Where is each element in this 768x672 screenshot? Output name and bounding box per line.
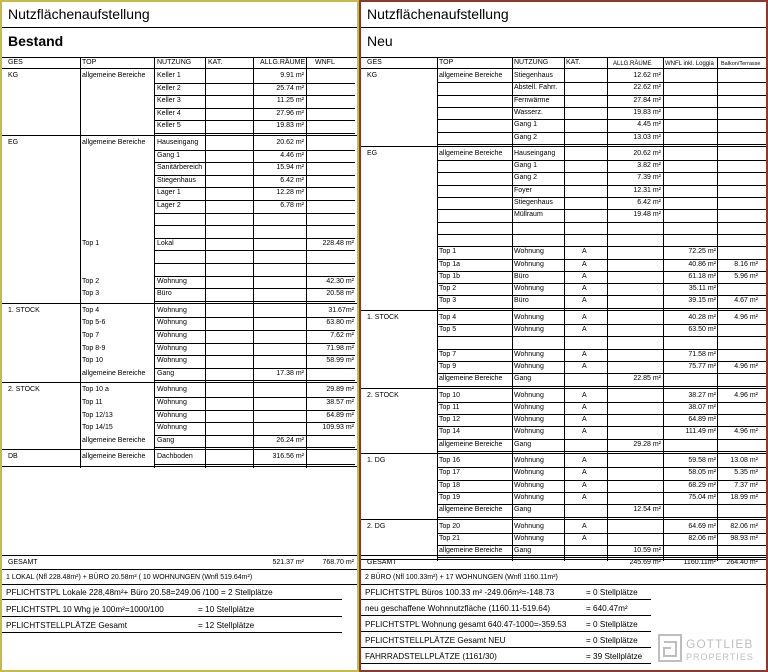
top-cell: Top 7 [439,350,457,358]
wnfl-cell: 38.57 m² [326,399,354,406]
footer-value: = 12 Stellplätze [198,621,255,630]
ges-label: DB [8,453,18,461]
nutzung-cell: Wohnung [157,411,187,419]
nutzung-cell: Büro [157,290,172,298]
section-line [2,466,357,467]
wnfl-cell: 31.67m² [328,306,354,314]
nutzung-cell: Wohnung [514,326,544,333]
nutzung-cell: Wohnung [514,313,544,321]
nutzung-cell: Wohnung [514,260,544,268]
wnfl-cell: 64.69 m² [688,522,716,530]
left-subtitle: Bestand [8,33,64,49]
nutzung-cell: Wohnung [157,399,187,406]
top-cell: Top 21 [439,534,461,542]
column-line [717,57,718,561]
balkon-cell: 5.96 m² [734,272,758,280]
nutzung-cell: Gang [514,506,532,514]
wnfl-cell: 64.89 m² [688,416,716,424]
nutzung-cell: Gang [514,375,532,383]
left-header-top: TOP [82,59,97,66]
footer-value: = 39 Stellplätze [586,652,643,661]
column-line [564,57,565,561]
top-cell: Top 4 [82,306,100,314]
summary-line: 2 BÜRO (Nfl 100.33m²) + 17 WOHNUNGEN (Wnfl 1160.11m²) [365,574,558,581]
ges-label: KG [8,72,19,79]
top-cell: Top 19 [439,493,461,501]
nutzung-cell: Wohnung [514,457,544,464]
kat-cell: A [582,326,587,333]
allg-cell: 12.54 m² [633,506,661,514]
top-cell: allgemeine Bereiche [82,369,146,377]
footer-label: PFLICHTSTELLPLÄTZE Gesamt NEU [365,636,506,645]
balkon-cell: 5.35 m² [734,469,758,477]
summary-line: 1 LOKAL (Nfl 228.48m²) + BÜRO 20.58m² ( 10 WOHNUNGEN (Wnfl 519.64m²) [6,574,253,581]
allg-cell: 27.96 m² [276,109,304,117]
footer-label: PFLICHTSTELLPLÄTZE Gesamt [6,621,128,630]
kat-cell: A [582,493,587,501]
row-line [155,380,355,381]
ges-label: 2. STOCK [8,386,40,394]
ges-label: EG [8,139,19,146]
wnfl-cell: 59.58 m² [688,457,716,464]
allg-cell: 10.59 m² [633,547,661,555]
allg-cell: 6.42 m² [637,199,661,206]
column-line [663,57,664,561]
gesamt-allg: 521.37 m² [272,559,304,566]
footer-value: = 10 Stellplätze [198,604,255,614]
gesamt-line-top [2,555,357,556]
nutzung-cell: Wohnung [514,248,544,256]
nutzung-cell: Keller 4 [157,109,181,117]
top-cell: allgemeine Bereiche [439,375,503,383]
nutzung-cell: Wohnung [157,332,187,339]
nutzung-cell: Wohnung [514,285,544,293]
top-cell: allgemeine Bereiche [82,139,146,146]
allg-cell: 20.62 m² [633,149,661,157]
allg-cell: 19.83 m² [633,108,661,116]
balkon-cell: 7.37 m² [734,481,758,489]
nutzung-cell: Wohnung [157,357,187,365]
nutzung-cell: Keller 1 [157,72,181,79]
kat-cell: A [582,248,587,256]
top-cell: Top 10 [82,357,104,365]
neu-panel [359,0,768,672]
top-cell: allgemeine Bereiche [82,72,146,79]
footer-label: neu geschaffene Wohnnutzfläche (1160.11-519.64) [365,604,551,613]
nutzung-cell: Gang [514,440,532,448]
right-header-balkon: Balkon/Terrasse [721,61,761,67]
row-line [155,464,355,465]
balkon-cell: 4.96 m² [734,391,758,399]
footer-label: PFLICHTSTPL Lokale 228,48m²+ Büro 20.58=249.06 /100 = 2 Stellplätze [6,588,273,597]
nutzung-cell: Gang 1 [514,121,537,129]
gesamt-allg: 245.69 m² [629,559,661,566]
wnfl-cell: 75.77 m² [688,362,716,370]
footer-value: = 0 Stellplätze [586,588,638,597]
bestand-panel [0,0,359,672]
footer-value: = 0 Stellplätze [586,620,638,629]
footer-line [2,599,342,600]
kat-cell: A [582,428,587,436]
top-cell: Top 5 [439,326,457,333]
allg-cell: 4.46 m² [280,151,304,159]
allg-cell: 22.62 m² [633,84,661,92]
row-line [155,133,355,134]
allg-cell: 25.74 m² [276,84,304,92]
nutzung-cell: Stiegenhaus [514,72,553,79]
allg-cell: 9.91 m² [280,72,304,79]
left-header-wnfl: WNFL [315,59,335,66]
wnfl-cell: 35.11 m² [688,285,716,293]
top-cell: Top 9 [439,362,457,370]
wnfl-cell: 40.86 m² [688,260,716,268]
ges-label: 1. STOCK [8,306,40,314]
nutzung-cell: Foyer [514,186,532,194]
gesamt-line-bottom [361,569,766,570]
left-header-kat: KAT. [208,59,223,66]
top-cell: allgemeine Bereiche [439,149,503,157]
gesamt-wnfl: 768.70 m² [322,559,354,566]
allg-cell: 27.84 m² [633,96,661,104]
top-cell: allgemeine Bereiche [439,72,503,79]
footer-value: = 640.47m² [586,604,628,613]
footer-line [2,616,342,617]
wnfl-cell: 38.07 m² [688,403,716,411]
kat-cell: A [582,457,587,464]
nutzung-cell: Wohnung [514,469,544,477]
nutzung-cell: Büro [514,297,529,305]
top-cell: allgemeine Bereiche [439,506,503,514]
top-cell: Top 2 [82,277,100,285]
nutzung-cell: Gang 2 [514,174,537,182]
top-cell: Top 20 [439,522,461,530]
balkon-cell: 8.16 m² [734,260,758,268]
right-subtitle: Neu [367,33,393,49]
wnfl-cell: 61.18 m² [688,272,716,280]
allg-cell: 7.39 m² [637,174,661,182]
wnfl-cell: 63.80 m² [326,319,354,327]
top-cell: Top 17 [439,469,461,477]
allg-cell: 19.48 m² [633,211,661,219]
allg-cell: 17.38 m² [276,369,304,377]
kat-cell: A [582,481,587,489]
allg-cell: 6.42 m² [280,176,304,184]
nutzung-cell: Lokal [157,239,174,247]
nutzung-cell: Wohnung [157,319,187,327]
kat-cell: A [582,403,587,411]
logo-name: GOTTLIEB [686,637,754,651]
allg-cell: 6.78 m² [280,202,304,209]
row-line [155,301,355,302]
nutzung-cell: Gang 1 [514,162,537,170]
wnfl-cell: 82.06 m² [688,534,716,542]
nutzung-cell: Müllraum [514,211,543,219]
nutzung-cell: Wasserz. [514,108,543,116]
gesamt-line-top [361,555,766,556]
right-header-kat: KAT. [566,59,581,66]
kat-cell: A [582,362,587,370]
row-line [155,225,355,226]
balkon-cell: 98.93 m² [730,534,758,542]
allg-cell: 15.94 m² [276,164,304,172]
wnfl-cell: 72.25 m² [688,248,716,256]
top-cell: Top 7 [82,332,100,339]
column-line [154,57,155,468]
nutzung-cell: Wohnung [514,522,544,530]
top-cell: allgemeine Bereiche [439,440,503,448]
nutzung-cell: Gang [514,547,532,555]
wnfl-cell: 58.99 m² [326,357,354,365]
ges-label: EG [367,149,378,157]
ges-label: 2. STOCK [367,391,399,399]
ges-label: 1. DG [367,457,386,464]
wnfl-cell: 7.62 m² [330,332,354,339]
top-cell: Top 11 [439,403,460,411]
top-cell: Top 1 [439,248,457,256]
right-header-allg: ALLG.RÄUME [613,61,652,67]
wnfl-cell: 29.89 m² [326,386,354,394]
nutzung-cell: Wohnung [514,481,544,489]
nutzung-cell: Keller 5 [157,122,181,130]
kat-cell: A [582,469,587,477]
gesamt-line-bottom [2,569,357,570]
nutzung-cell: Gang 2 [514,133,537,141]
nutzung-cell: Sanitärbereich [157,164,203,172]
left-title: Nutzflächenaufstellung [8,6,150,22]
nutzung-cell: Wohnung [157,424,187,432]
top-cell: Top 18 [439,481,461,489]
wnfl-cell: 71.58 m² [688,350,716,358]
wnfl-cell: 20.58 m² [326,290,354,298]
top-cell: Top 12/13 [82,411,113,419]
nutzung-cell: Hauseingang [514,149,556,157]
wnfl-cell: 42.30 m² [326,277,354,285]
wnfl-cell: 111.49 m² [685,428,716,436]
balkon-cell: 18.99 m² [730,493,758,501]
kat-cell: A [582,297,587,305]
nutzung-cell: Keller 2 [157,84,181,92]
footer-line [361,631,651,632]
nutzung-cell: Wohnung [514,350,544,358]
nutzung-cell: Wohnung [514,428,544,436]
kat-cell: A [582,350,587,358]
top-cell: Top 4 [439,313,457,321]
footer-label: PFLICHTSTPL Wohnung gesamt 640.47-1000=-359.53 [365,620,567,629]
row-line [155,213,355,214]
column-line [437,57,438,561]
allg-cell: 20.62 m² [276,139,304,146]
top-cell: Top 1a [439,260,461,268]
footer-label: FAHRRADSTELLPLÄTZE (1161/30) [365,652,497,661]
gesamt-balkon: 264.40 m² [726,559,758,566]
gottlieb-logo [658,630,766,666]
footer-line [361,599,651,600]
nutzung-cell: Wohnung [514,391,544,399]
allg-cell: 316.56 m² [272,453,304,461]
logo-sub: PROPERTIES [686,652,754,662]
wnfl-cell: 39.15 m² [688,297,716,305]
nutzung-cell: Gang [157,436,175,444]
nutzung-cell: Wohnung [514,416,544,424]
nutzung-cell: Wohnung [157,344,187,352]
top-cell: allgemeine Bereiche [439,547,503,555]
right-header-nutzung: NUTZUNG [514,59,549,66]
column-line [80,57,81,468]
nutzung-cell: Wohnung [514,534,544,542]
ges-label: 2. DG [367,522,386,530]
nutzung-cell: Lager 1 [157,189,181,197]
section-line [2,135,357,136]
top-cell: Top 3 [82,290,100,298]
nutzung-cell: Wohnung [514,493,544,501]
nutzung-cell: Büro [514,272,529,280]
nutzung-cell: Stiegenhaus [514,199,553,206]
top-cell: Top 14/15 [82,424,113,432]
wnfl-cell: 63.50 m² [688,326,716,333]
allg-cell: 13.03 m² [633,133,661,141]
top-cell: Top 10 a [82,386,109,394]
ges-label: 1. STOCK [367,313,399,321]
allg-cell: 11.25 m² [276,97,304,105]
kat-cell: A [582,313,587,321]
allg-cell: 4.45 m² [637,121,661,129]
section-line [2,449,357,450]
right-header-wnfl: WNFL inkl. Loggia [665,61,714,67]
top-cell: Top 11 [82,399,103,406]
allg-cell: 26.24 m² [276,436,304,444]
top-cell: Top 1b [439,272,461,280]
footer-value: = 0 Stellplätze [586,636,638,645]
column-line [306,57,307,468]
footer-label: PFLICHTSTPL Büros 100.33 m² -249.06m²=-148.73 [365,588,555,597]
nutzung-cell: Wohnung [157,386,187,394]
kat-cell: A [582,522,587,530]
balkon-cell: 82.06 m² [730,522,758,530]
right-header-ges: GES [367,59,382,66]
top-cell: Top 16 [439,457,461,464]
kat-cell: A [582,534,587,542]
nutzung-cell: Gang [157,369,175,377]
kat-cell: A [582,391,587,399]
wnfl-cell: 71.98 m² [326,344,354,352]
nutzung-cell: Stiegenhaus [157,176,196,184]
nutzung-cell: Wohnung [157,306,187,314]
row-line [155,447,355,448]
column-line [205,57,206,468]
footer-line [361,615,651,616]
right-title: Nutzflächenaufstellung [367,6,509,22]
summary-line-bottom [361,584,766,585]
column-line [512,57,513,561]
nutzung-cell: Gang 1 [157,151,180,159]
summary-line-bottom [2,584,357,585]
allg-cell: 29.28 m² [633,440,661,448]
kat-cell: A [582,260,587,268]
top-cell: Top 14 [439,428,461,436]
allg-cell: 12.62 m² [633,72,661,79]
top-cell: Top 5-6 [82,319,106,327]
allg-cell: 3.82 m² [637,162,661,170]
nutzung-cell: Wohnung [514,403,544,411]
balkon-cell: 4.96 m² [734,428,758,436]
nutzung-cell: Wohnung [514,362,544,370]
left-header-allg: ALLG.RÄUME [260,59,306,66]
footer-label: PFLICHTSTPL 10 Whg je 100m²=1000/100 [6,604,164,614]
nutzung-cell: Hauseingang [157,139,199,146]
ges-label: KG [367,72,378,79]
allg-cell: 19.83 m² [276,122,304,130]
wnfl-cell: 58.05 m² [688,469,716,477]
column-line [607,57,608,561]
nutzung-cell: Wohnung [157,277,187,285]
allg-cell: 22.85 m² [633,375,661,383]
footer-line [361,647,651,648]
kat-cell: A [582,416,587,424]
nutzung-cell: Abstell. Fahrr. [514,84,558,92]
kat-cell: A [582,272,587,280]
wnfl-cell: 68.29 m² [688,481,716,489]
balkon-cell: 4.96 m² [734,313,758,321]
right-header-top: TOP [439,59,454,66]
footer-line [361,663,651,664]
left-header-ges: GES [8,59,23,66]
balkon-cell: 13.08 m² [730,457,758,464]
wnfl-cell: 228.48 m² [322,239,354,247]
wnfl-cell: 38.27 m² [688,391,716,399]
section-line [2,382,357,383]
wnfl-cell: 75.04 m² [688,493,716,501]
nutzung-cell: Keller 3 [157,97,181,105]
gesamt-wnfl: 1160.11m² [683,559,716,566]
allg-cell: 12.28 m² [276,189,304,197]
balkon-cell: 4.67 m² [734,297,758,305]
nutzung-cell: Dachboden [157,453,193,461]
nutzung-cell: Lager 2 [157,202,181,209]
top-cell: Top 10 [439,391,461,399]
wnfl-cell: 40.28 m² [688,313,716,321]
top-cell: allgemeine Bereiche [82,436,146,444]
allg-cell: 12.31 m² [633,186,661,194]
row-line [155,263,355,264]
row-line [155,250,355,251]
gesamt-label: GESAMT [8,559,38,566]
top-cell: Top 3 [439,297,457,305]
balkon-cell: 4.96 m² [734,362,758,370]
footer-line [2,632,342,633]
left-header-nutzung: NUTZUNG [157,59,192,66]
nutzung-cell: Fernwärme [514,96,550,104]
section-line [2,303,357,304]
top-cell: allgemeine Bereiche [82,453,146,461]
wnfl-cell: 64.89 m² [326,411,354,419]
top-cell: Top 12 [439,416,461,424]
wnfl-cell: 109.93 m² [322,424,354,432]
kat-cell: A [582,285,587,293]
gesamt-label: GESAMT [367,559,397,566]
top-cell: Top 2 [439,285,457,293]
top-cell: Top 1 [82,239,100,247]
top-cell: Top 8-9 [82,344,106,352]
column-line [253,57,254,468]
